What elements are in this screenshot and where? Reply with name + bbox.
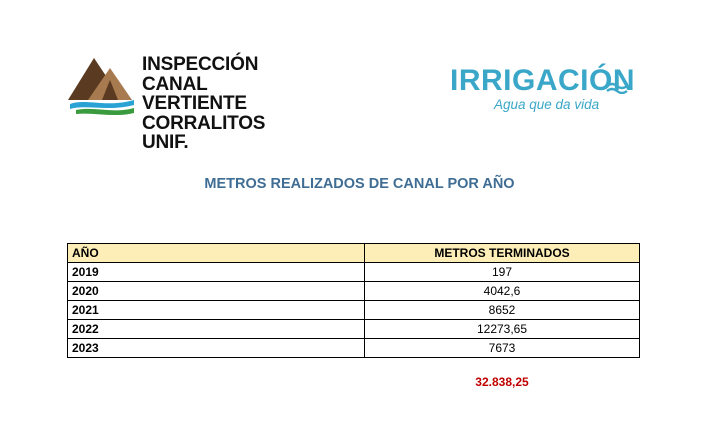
inspeccion-logo-text [142,55,316,153]
logo-line-3: CORRALITOS UNIF. [142,112,266,153]
table-row [68,263,640,282]
year-cell: 2020 [68,282,365,301]
irrigacion-logo [450,64,640,114]
inspeccion-logo [66,52,316,153]
meters-cell: 197 [365,263,640,282]
header-year: AÑO [68,244,365,263]
logo-line-1: INSPECCIÓN [142,54,259,75]
meters-cell: 7673 [365,339,640,358]
mountain-river-logo-icon [66,52,138,116]
year-cell: 2021 [68,301,365,320]
table-row [68,301,640,320]
table-row [68,320,640,339]
table-header-row [68,244,640,263]
wave-icon [606,82,628,94]
logo-line-2: CANAL VERTIENTE [142,73,247,114]
year-cell: 2022 [68,320,365,339]
meters-cell: 4042,6 [365,282,640,301]
irrigacion-brand: IRRIGACIÓN [450,64,635,97]
meters-cell: 8652 [365,301,640,320]
year-cell: 2023 [68,339,365,358]
page-title: METROS REALIZADOS DE CANAL POR AÑO [204,176,515,192]
table-row [68,339,640,358]
total-meters: 32.838,25 [475,375,529,389]
meters-cell: 12273,65 [365,320,640,339]
header-metros: METROS TERMINADOS [365,244,640,263]
year-cell: 2019 [68,263,365,282]
table-row [68,282,640,301]
irrigacion-tagline: Agua que da vida [494,97,600,112]
metros-table [67,243,640,358]
